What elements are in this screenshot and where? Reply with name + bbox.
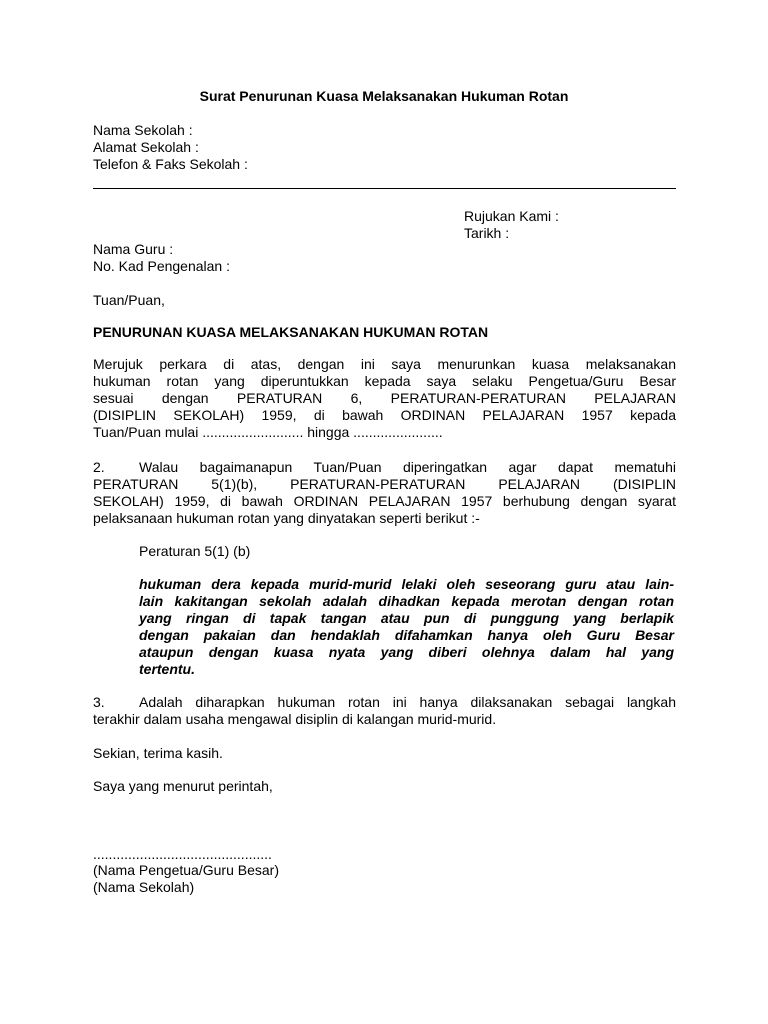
school-phone-label: Telefon & Faks Sekolah : — [93, 156, 248, 172]
teacher-name-label: Nama Guru : — [93, 241, 174, 257]
quote-line: lain kakitangan sekolah adalah dihadkan kepada merotan dengan rotan — [139, 593, 674, 609]
paragraph-3-line: Adalah diharapkan hukuman rotan ini hanya dilaksanakan sebagai langkah — [139, 694, 676, 710]
signatory-name: (Nama Pengetua/Guru Besar) — [93, 862, 279, 878]
paragraph-2-first-line — [93, 459, 676, 476]
regulation-quote — [139, 576, 674, 678]
paragraph-1-line: hukuman rotan yang diperuntukkan kepada saya selaku Pengetua/Guru Besar — [93, 373, 676, 389]
signature-line: .............................................. — [93, 846, 272, 862]
paragraph-1-line: Tuan/Puan mulai .......................... hingga ....................... — [93, 424, 443, 440]
date-label: Tarikh : — [464, 225, 510, 241]
paragraph-3-line: terakhir dalam usaha mengawal disiplin di kalangan murid-murid. — [93, 711, 497, 727]
paragraph-1 — [93, 356, 676, 441]
regulation-reference: Peraturan 5(1) (b) — [139, 543, 251, 559]
closing-line: Sekian, terima kasih. — [93, 745, 223, 761]
subject-heading: PENURUNAN KUASA MELAKSANAKAN HUKUMAN ROTAN — [93, 324, 489, 340]
quote-line: dengan pakaian dan hendaklah difahamkan hanya oleh Guru Besar — [139, 627, 674, 643]
paragraph-2-number: 2. — [93, 459, 105, 475]
header-divider — [93, 188, 676, 189]
paragraph-2 — [93, 459, 676, 527]
ic-number-label: No. Kad Pengenalan : — [93, 258, 230, 274]
paragraph-1-line: sesuai dengan PERATURAN 6, PERATURAN-PERATURAN PELAJARAN — [93, 390, 676, 406]
quote-line: ataupun dengan kuasa nyata yang diberi olehnya dalam hal yang — [139, 644, 674, 660]
sign-off: Saya yang menurut perintah, — [93, 778, 273, 794]
paragraph-2-line: Walau bagaimanapun Tuan/Puan diperingatkan agar dapat mematuhi — [139, 459, 676, 475]
paragraph-2-line: pelaksanaan hukuman rotan yang dinyatakan seperti berikut :- — [93, 510, 480, 526]
paragraph-2-line: SEKOLAH) 1959, di bawah ORDINAN PELAJARAN 1957 berhubung dengan syarat — [93, 493, 676, 509]
paragraph-3 — [93, 694, 676, 728]
quote-line: tertentu. — [139, 661, 195, 677]
paragraph-1-line: Merujuk perkara di atas, dengan ini saya menurunkan kuasa melaksanakan — [93, 356, 676, 372]
quote-line: hukuman dera kepada murid-murid lelaki oleh seseorang guru atau lain- — [139, 576, 674, 592]
paragraph-1-line: (DISIPLIN SEKOLAH) 1959, di bawah ORDINAN PELAJARAN 1957 kepada — [93, 407, 676, 423]
quote-line: yang ringan di tapak tangan atau pun di punggung yang berlapik — [139, 610, 674, 626]
school-name-label: Nama Sekolah : — [93, 122, 193, 138]
reference-label: Rujukan Kami : — [464, 208, 559, 224]
paragraph-3-number: 3. — [93, 694, 105, 710]
salutation: Tuan/Puan, — [93, 292, 165, 308]
signatory-school: (Nama Sekolah) — [93, 879, 195, 895]
school-address-label: Alamat Sekolah : — [93, 139, 199, 155]
letter-title: Surat Penurunan Kuasa Melaksanakan Hukuman Rotan — [199, 88, 569, 104]
paragraph-3-first-line — [93, 694, 676, 711]
paragraph-2-line: PERATURAN 5(1)(b), PERATURAN-PERATURAN PELAJARAN (DISIPLIN — [93, 476, 676, 492]
